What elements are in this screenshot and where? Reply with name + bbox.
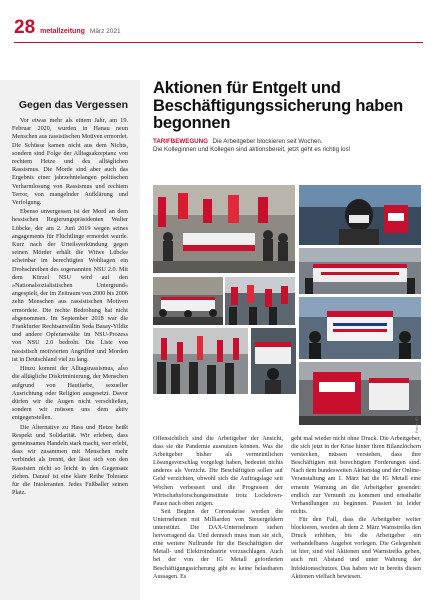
photo-9	[299, 362, 421, 425]
article-column-2	[291, 435, 421, 581]
article-lead	[153, 138, 423, 146]
article-kicker: TARIFBEWEGUNG	[153, 137, 208, 145]
photo-8	[251, 328, 296, 394]
sidebar-title: Gegen das Vergessen	[18, 99, 128, 111]
sidebar-paragraph: Hinzu kommt der Alltagsrassismus, also die alltägliche Diskriminierung, der Menschen aufgrund von Hautfarbe, sexueller Ausrichtung oder Religion ausgesetzt. Davor dürfen wir die Augen nicht verschließen, sondern wir müssen uns dem aktiv entgegenstellen.	[12, 365, 128, 422]
photo-5	[225, 277, 295, 325]
magazine-name: metallzeitung	[40, 28, 85, 35]
article-column-1	[153, 435, 283, 581]
sidebar-body	[12, 117, 128, 497]
sidebar-box	[0, 80, 140, 600]
photo-4	[153, 277, 223, 325]
lead-text: Die Arbeitgeber blockieren seit Wochen.	[212, 137, 323, 145]
article-body	[153, 435, 421, 581]
sidebar-paragraph: Ebenso unvergessen ist der Mord an dem hessischen Regierungspräsidenten Walter Lübcke, der am 2. Juni 2019 wegen seines angagements für Flüchtlinge ermordet wurde. Kurz nach der Urteilsverkündung gegen seinen Mörder erhält die Witwe Lübcke scheinbar im berechtigten Wohltagen ein Drohschreiben des sogenannten NSU 2.0. Mit dem Kürzel NSU wird auf den »Nationalsozialistischen Untergrund« angespielt, der im Zeitraum von 2000 bis 2006 zehn Menschen aus rassistischen Motiven ermordete. Die rechte Bedrohung hat nicht abgenommen. Im September 2018 war die Frankfurter Rechtsanwältin Seda Basay-Yildiz und andere Opferanwälte im NSU-Prozess von NSU 2.0 bedroht. Die Liste von rassistisch motivierten Angriffen und Morden ist in Deutschland viel zu lang.	[12, 208, 128, 363]
sidebar-paragraph: Vor etwas mehr als einem Jahr, am 19. Februar 2020, wurden in Hanau neun Menschen aus rassistischen Motiven ermordet. Die Schüsse kamen nicht aus dem Nichts, sondern sind Folge der Alltagsakzeptanz von rechtem Hetze und des alltäglichen Rassismus. Die Morde sind aber auch das Ergebnis einer jahrzehntelangen politischen Verharmlosung von Rassismus und rechtem Terror, von mangelnder Aufklärung und Verfolgung.	[12, 117, 128, 207]
photo-3	[299, 248, 421, 294]
article-headline: Aktionen für Entgelt und Beschäftigungssicherung haben begonnen	[153, 79, 403, 132]
article-paragraph: Seit Beginn der Coronakrise werden die Unternehmen mit Milliarden von Steuergeldern unterstützt. Die DAX-Unternehmen stehen hervorragend da. Und dennoch muss man sie sich, eine weitere Nullrunde für die Beschäftigten der Metall- und Elektroindustrie vorzuschlagen. Auch bei der von der IG Metall geforderten Beschäftigungssicherung gibt es keine belastbaren Aussagen. Es	[153, 507, 283, 580]
article-paragraph: geht mal wieder nicht ohne Druck. Die Arbeitgeber, die sich jetzt in der Krise hinter ihren Bilanzlöchern verstecken, müssen verstehen, dass ihre Beschäftigten mit berechtigten Forderungen sind. Nach dem bundesweiten Aktionstag und der Online-Veranstaltung am 1. März hat die IG Metall eine erneute Warnung an die Arbeitgeber gesendet: endlich zur Vernunft zu kommen und ernsthafte Verhandlungen zu beginnen. Passiert ist leider nichts.	[291, 435, 421, 515]
photo-7	[153, 328, 248, 394]
sidebar-paragraph: Die Alternative zu Hass und Hetze heißt Respekt und Solidarität. Wir erleben, dass gemeinsames Handeln stark macht, wer erlebt, dass wir zusammen mit Menschen mehr verbindet als trennt, der lässt sich von den Rassisten nicht so leicht in den Gegensatz ziehen. Darauf ist eine klare Reihe Toleranz für die Intoleranten. Jedes Fußballer seinen Platz.	[12, 423, 128, 497]
article-paragraph: Für den Fall, dass die Arbeitgeber weiter blockieren, werden ab dem 2. März Warnstreiks den Druck erhöhen, bis die Arbeitgeber ein verhandelbares Angebot vorlegen. Die Gelegenheit ist hier, sind viel Aktionen und Warnstreiks geben, auch mit Abstand und unter Wahrung der Infektionsschutzes. Das haben wir in bereits diesen Aktionen vielfach bewiesen.	[291, 515, 421, 580]
article-subline: Die Kolleginnen und Kollegen sind aktionsbereit, jetzt geht es richtig los!	[153, 145, 351, 153]
photo-collage	[153, 185, 421, 425]
photo-2	[299, 185, 421, 245]
page-number: 28	[14, 17, 36, 38]
photo-credit: Fotos: IG Metall	[414, 405, 419, 434]
main-article	[153, 80, 423, 154]
issue-date: März 2021	[89, 28, 121, 35]
page-header	[14, 18, 121, 36]
photo-6	[299, 297, 421, 359]
photo-1	[153, 185, 295, 273]
header-divider	[14, 42, 423, 43]
article-paragraph: Offensichtlich sind die Arbeitgeber der Ansicht, dass sie die Pandemie ausnutzen können. Was die Arbeitgeber bisher als vermeintlichen Lösungsvorschlag vorgelegt haben, bedeutet nichts anderes als Verzicht. Die Beschäftigten sollen auf Geld verzichten, obwohl sich die Auftragslage seit Wochen verbessert und die Prognosen der Wirtschaftsforschungsinstitute trotz Lockdown-Pause nach oben zeigen.	[153, 435, 283, 507]
